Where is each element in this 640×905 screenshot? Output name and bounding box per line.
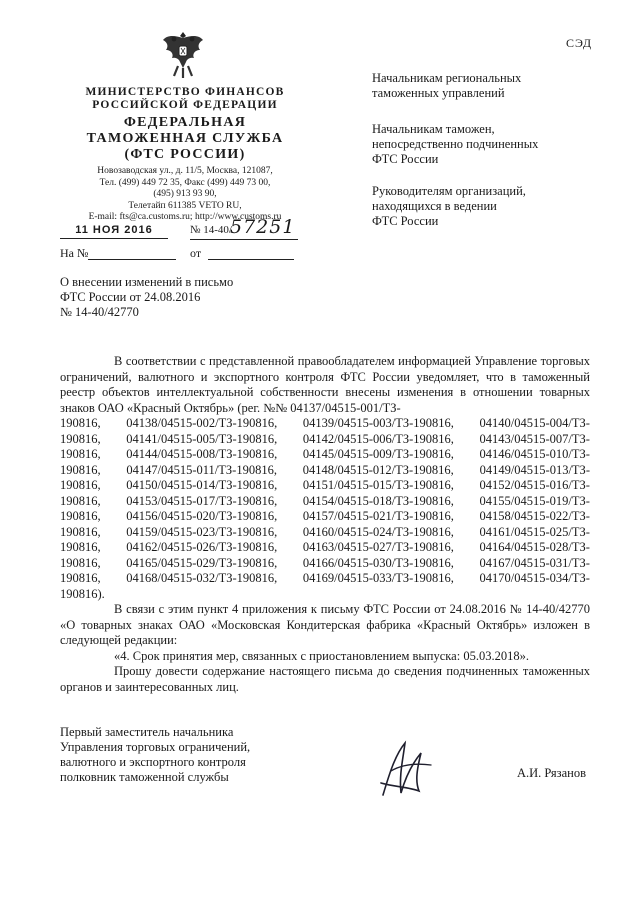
signer-name: А.И. Рязанов [517, 766, 586, 780]
code-cell: 190816, [60, 493, 101, 508]
intro-paragraph: В соответствии с представленной правообладателем информацией Управление торговых ограничений, валютного и экспортного контроля ФТС России уведомляет, что в таможенный реестр объектов интеллектуальной собственности внесены изменения в отношении товарных знаков ОАО «Красный Октябрь» (рег. №№ 04137/04515-001/ТЗ- [60, 354, 590, 415]
code-cell: 04165/04515-029/ТЗ-190816, [126, 555, 278, 570]
registration-number-prefix: № 14-40/ [190, 224, 232, 236]
service-name: ФЕДЕРАЛЬНАЯ ТАМОЖЕННАЯ СЛУЖБА (ФТС РОССИИ) [86, 115, 284, 162]
code-cell: 04163/04515-027/ТЗ-190816, [302, 540, 454, 554]
code-cell: 04160/04515-024/ТЗ-190816, [302, 524, 454, 539]
code-cell: 190816, [60, 571, 101, 585]
code-cell: 190816, [60, 416, 101, 430]
code-cell: 04146/04515-010/ТЗ- [479, 447, 590, 461]
code-cell: 04140/04515-004/ТЗ- [479, 416, 590, 430]
letter-body [60, 354, 590, 695]
code-cell: 04166/04515-030/ТЗ-190816, [302, 555, 454, 570]
document-system-mark: СЭД [566, 36, 593, 50]
double-headed-eagle-emblem-icon [160, 28, 206, 82]
code-cell: 04139/04515-003/ТЗ-190816, [302, 416, 454, 430]
code-row [60, 525, 590, 541]
reference-date-label: от [190, 246, 202, 260]
code-cell: 04161/04515-025/ТЗ- [479, 524, 590, 539]
code-row [60, 556, 590, 572]
letter-subject: О внесении изменений в письмо ФТС России от 24.08.2016 № 14-40/42770 [60, 275, 234, 319]
recipient-organization-heads: Руководителям организаций, находящихся в ведении ФТС России [372, 184, 526, 228]
reference-number-label: На № [60, 246, 89, 260]
amendment-paragraph: В связи с этим пункт 4 приложения к письму ФТС России от 24.08.2016 № 14-40/42770 «О товарных знаках ОАО «Московская Кондитерская фабрика «Красный Октябрь» изложен в следующей редакции: [60, 602, 590, 647]
reference-number-blank [88, 259, 176, 260]
codes-end: 190816). [60, 586, 105, 601]
code-row [60, 432, 590, 448]
code-cell: 04138/04515-002/ТЗ-190816, [126, 416, 278, 430]
code-cell: 04162/04515-026/ТЗ-190816, [126, 540, 278, 554]
code-cell: 04153/04515-017/ТЗ-190816, [126, 493, 278, 508]
signatory-position: Первый заместитель начальника Управления торговых ограничений, валютного и экспортного контроля полковник таможенной службы [60, 725, 251, 784]
code-cell: 04168/04515-032/ТЗ-190816, [126, 571, 278, 585]
code-cell: 190816, [60, 555, 101, 570]
reference-date-blank [208, 259, 294, 260]
code-row [60, 540, 590, 556]
code-cell: 190816, [60, 447, 101, 461]
recipient-customs-heads: Начальникам таможен, непосредственно подчиненных ФТС России [372, 122, 539, 166]
code-row [60, 447, 590, 463]
code-cell: 190816, [60, 509, 101, 523]
code-cell: 04148/04515-012/ТЗ-190816, [302, 462, 454, 477]
code-cell: 190816, [60, 431, 101, 446]
registration-number-handwritten: 57251 [230, 216, 296, 238]
code-cell: 04155/04515-019/ТЗ- [479, 493, 590, 508]
code-row [60, 509, 590, 525]
code-cell: 04159/04515-023/ТЗ-190816, [126, 524, 278, 539]
amended-clause-quote: «4. Срок принятия мер, связанных с приостановлением выпуска: 05.03.2018». [114, 648, 529, 663]
handwritten-signature [375, 735, 435, 805]
recipient-regional-departments: Начальникам региональных таможенных управлений [372, 71, 522, 100]
code-cell: 04141/04515-005/ТЗ-190816, [126, 431, 278, 446]
code-cell: 04152/04515-016/ТЗ- [479, 478, 590, 492]
code-cell: 190816, [60, 462, 101, 477]
code-cell: 04147/04515-011/ТЗ-190816, [126, 462, 277, 477]
code-cell: 190816, [60, 540, 101, 554]
number-underline [190, 239, 298, 240]
code-cell: 04150/04515-014/ТЗ-190816, [126, 478, 278, 492]
code-cell: 04145/04515-009/ТЗ-190816, [302, 447, 454, 461]
code-cell: 04158/04515-022/ТЗ- [479, 509, 590, 523]
code-cell: 04151/04515-015/ТЗ-190816, [302, 478, 454, 492]
code-row [60, 463, 590, 479]
code-cell: 04164/04515-028/ТЗ- [479, 540, 590, 554]
code-cell: 04149/04515-013/ТЗ- [479, 462, 590, 477]
trademark-codes [60, 416, 590, 587]
ministry-name: МИНИСТЕРСТВО ФИНАНСОВ РОССИЙСКОЙ ФЕДЕРАЦИИ [85, 86, 285, 111]
code-cell: 04142/04515-006/ТЗ-190816, [302, 431, 454, 446]
code-row [60, 494, 590, 510]
code-cell: 190816, [60, 524, 101, 539]
code-cell: 04170/04515-034/ТЗ- [479, 571, 590, 585]
code-cell: 04144/04515-008/ТЗ-190816, [126, 447, 278, 461]
code-row [60, 571, 590, 587]
code-row [60, 478, 590, 494]
code-cell: 04169/04515-033/ТЗ-190816, [302, 571, 454, 585]
code-cell: 190816, [60, 478, 101, 492]
code-cell: 04154/04515-018/ТЗ-190816, [302, 493, 454, 508]
code-cell: 04157/04515-021/ТЗ-190816, [302, 509, 454, 523]
code-row [60, 416, 590, 432]
code-cell: 04167/04515-031/ТЗ- [479, 555, 590, 570]
contact-details: Новозаводская ул., д. 11/5, Москва, 121087, Тел. (499) 449 72 35, Факс (499) 449 73 00, (495) 913 93 90, Телетайп 611385 VETO RU, E-mail: fts@ca.customs.ru; http://www.customs.ru [88, 166, 282, 222]
registration-date-stamp: 11 НОЯ 2016 [60, 224, 168, 239]
code-cell: 04143/04515-007/ТЗ- [479, 431, 590, 446]
code-cell: 04156/04515-020/ТЗ-190816, [126, 509, 278, 523]
request-paragraph: Прошу довести содержание настоящего письма до сведения подчиненных таможенных органов и заинтересованных лиц. [60, 664, 590, 694]
